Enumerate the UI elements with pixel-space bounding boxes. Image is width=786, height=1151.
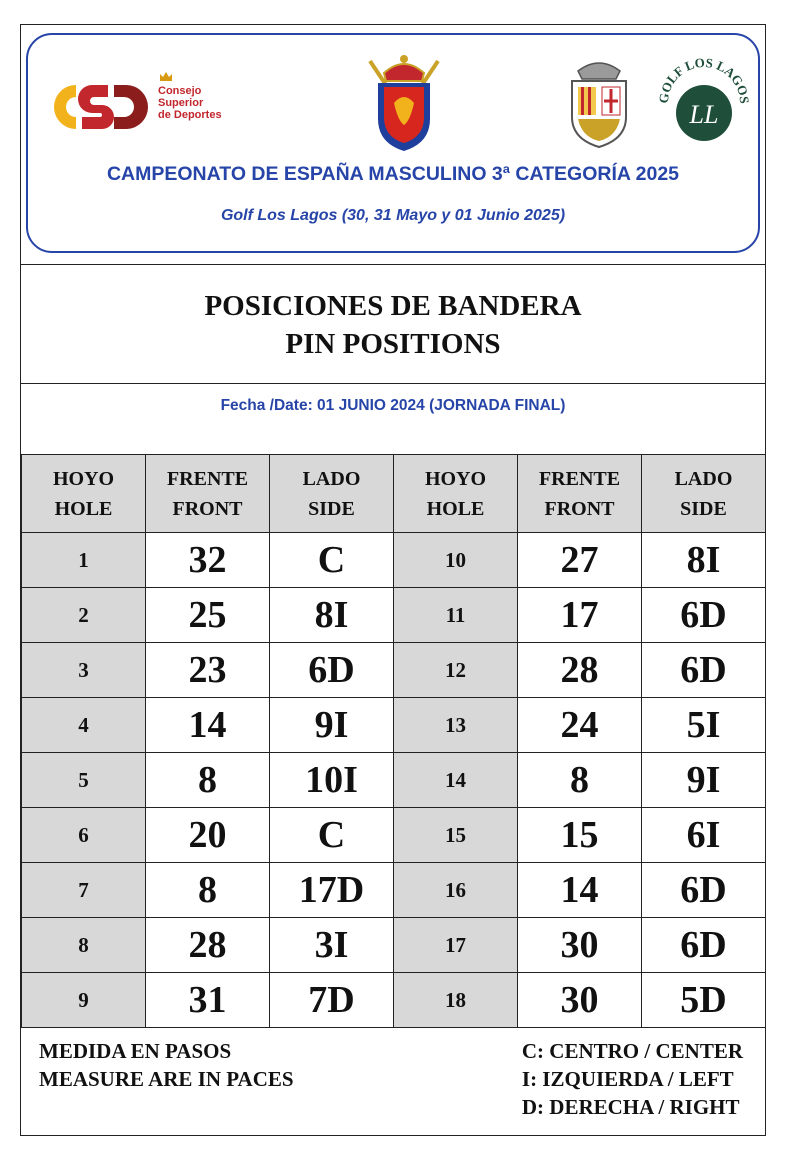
measurement-note	[39, 1037, 294, 1093]
side-position: 3I	[270, 918, 394, 973]
rfeg-crest	[360, 51, 448, 155]
side-position: 6D	[642, 863, 766, 918]
side-position: 8I	[642, 533, 766, 588]
logo-strip	[28, 45, 758, 155]
fag-crest	[564, 55, 634, 151]
golf-los-lagos-icon	[658, 57, 750, 145]
side-position: 17D	[270, 863, 394, 918]
championship-subtitle: Golf Los Lagos (30, 31 Mayo y 01 Junio 2025)	[220, 207, 566, 224]
table-header-row	[22, 455, 766, 533]
front-distance: 17	[518, 588, 642, 643]
front-distance: 20	[146, 808, 270, 863]
csd-line-3: de Deportes	[158, 109, 222, 121]
page-title-es: POSICIONES DE BANDERA	[204, 290, 582, 322]
page-title	[21, 287, 765, 363]
crown-icon	[158, 69, 174, 83]
side-position: 9I	[270, 698, 394, 753]
csd-line-1: Consejo	[158, 85, 202, 97]
hole-number: 2	[22, 588, 146, 643]
hole-number: 7	[22, 863, 146, 918]
side-position: C	[270, 808, 394, 863]
front-distance: 24	[518, 698, 642, 753]
hole-number: 8	[22, 918, 146, 973]
hole-number: 13	[394, 698, 518, 753]
csd-line-2: Superior	[158, 97, 204, 109]
front-distance: 15	[518, 808, 642, 863]
header-front: FRENTE FRONT	[146, 455, 270, 533]
side-position: 10I	[270, 753, 394, 808]
side-position: 6I	[642, 808, 766, 863]
pin-positions-table	[21, 454, 766, 1028]
front-distance: 31	[146, 973, 270, 1028]
hole-number: 4	[22, 698, 146, 753]
gll-monogram: LL	[689, 100, 719, 129]
page-title-en: PIN POSITIONS	[285, 328, 501, 360]
golf-los-lagos-logo	[658, 57, 750, 145]
csd-name	[158, 83, 258, 121]
front-distance: 27	[518, 533, 642, 588]
header-hole: HOYO HOLE	[394, 455, 518, 533]
hole-number: 3	[22, 643, 146, 698]
side-position: 6D	[642, 918, 766, 973]
pin-sheet	[20, 24, 766, 1136]
side-position: 8I	[270, 588, 394, 643]
section-divider	[21, 383, 765, 384]
hole-number: 5	[22, 753, 146, 808]
side-position: 5I	[642, 698, 766, 753]
table-row	[22, 863, 766, 918]
header-front: FRENTE FRONT	[518, 455, 642, 533]
hole-number: 12	[394, 643, 518, 698]
hole-number: 1	[22, 533, 146, 588]
legend-right: D: DERECHA / RIGHT	[521, 1095, 740, 1119]
table-row	[22, 808, 766, 863]
front-distance: 8	[518, 753, 642, 808]
table-row	[22, 753, 766, 808]
legend-left: I: IZQUIERDA / LEFT	[521, 1067, 734, 1091]
front-distance: 23	[146, 643, 270, 698]
csd-logo	[46, 77, 256, 137]
hole-number: 9	[22, 973, 146, 1028]
gll-arc-text: OLF LOS LAGO	[658, 57, 750, 98]
table-row	[22, 698, 766, 753]
measurement-note-en: MEASURE ARE IN PACES	[39, 1067, 294, 1091]
hole-number: 17	[394, 918, 518, 973]
fag-shield-icon	[564, 55, 634, 151]
side-position: 6D	[642, 588, 766, 643]
hole-number: 15	[394, 808, 518, 863]
header-panel	[26, 33, 760, 253]
table-row	[22, 588, 766, 643]
header-side: LADO SIDE	[270, 455, 394, 533]
table-row	[22, 533, 766, 588]
front-distance: 14	[146, 698, 270, 753]
side-legend	[522, 1037, 743, 1121]
hole-number: 6	[22, 808, 146, 863]
front-distance: 28	[518, 643, 642, 698]
hole-number: 10	[394, 533, 518, 588]
front-distance: 28	[146, 918, 270, 973]
table-row	[22, 973, 766, 1028]
rfeg-shield-icon	[360, 51, 448, 155]
legend-center: C: CENTRO / CENTER	[521, 1039, 743, 1063]
side-position: 9I	[642, 753, 766, 808]
hole-number: 16	[394, 863, 518, 918]
header-side: LADO SIDE	[642, 455, 766, 533]
csd-mark-icon	[46, 77, 156, 137]
measurement-note-es: MEDIDA EN PASOS	[39, 1039, 232, 1063]
hole-number: 11	[394, 588, 518, 643]
front-distance: 32	[146, 533, 270, 588]
side-position: 7D	[270, 973, 394, 1028]
side-position: C	[270, 533, 394, 588]
section-divider	[21, 264, 765, 265]
table-row	[22, 643, 766, 698]
side-position: 6D	[642, 643, 766, 698]
front-distance: 25	[146, 588, 270, 643]
front-distance: 8	[146, 753, 270, 808]
front-distance: 8	[146, 863, 270, 918]
front-distance: 30	[518, 973, 642, 1028]
hole-number: 14	[394, 753, 518, 808]
front-distance: 30	[518, 918, 642, 973]
front-distance: 14	[518, 863, 642, 918]
table-row	[22, 918, 766, 973]
side-position: 6D	[270, 643, 394, 698]
championship-title: CAMPEONATO DE ESPAÑA MASCULINO 3ª CATEGORÍA 2025	[106, 163, 680, 185]
round-date: Fecha /Date: 01 JUNIO 2024 (JORNADA FINAL)	[220, 397, 566, 414]
hole-number: 18	[394, 973, 518, 1028]
side-position: 5D	[642, 973, 766, 1028]
header-hole: HOYO HOLE	[22, 455, 146, 533]
